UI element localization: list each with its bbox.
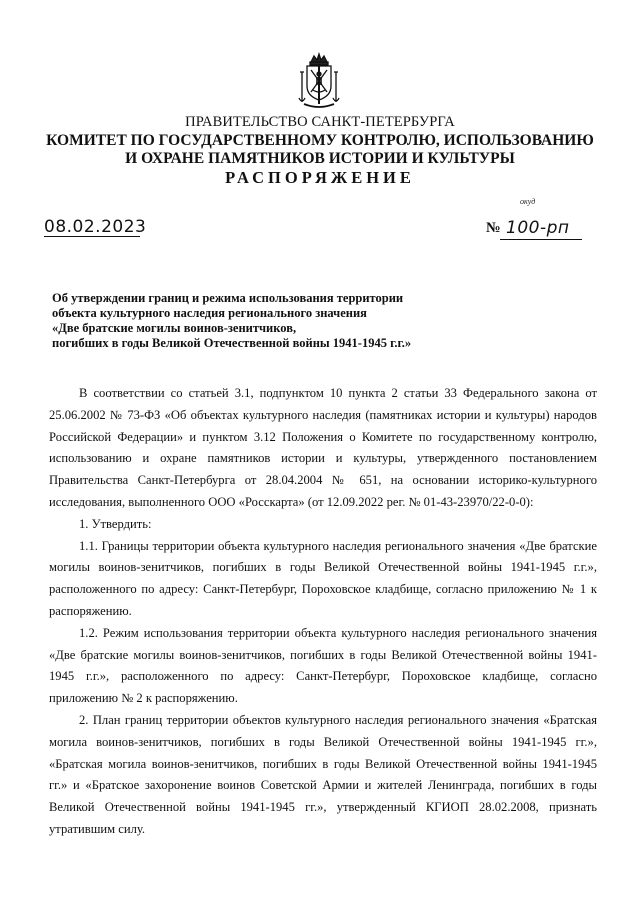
committee-title [0,132,640,168]
government-title: ПРАВИТЕЛЬСТВО САНКТ-ПЕТЕРБУРГА [185,114,455,130]
body-paragraph: 2. План границ территории объектов культурного наследия регионального значения «Братская могила воинов-зенитчиков, погибших в годы Великой Отечественной войны 1941-1945 гг.», «Братская могила воинов-зенитчиков, погибших в годы Великой Отечественной войны 1941-1945 гг.» и «Братское захоронение воинов Советской Армии и жителей Ленинграда, погибших в годы Великой Отечественной войны 1941-1945 гг.», утвержденный КГИОП 28.02.2008, признать утратившим силу. [49,712,597,836]
body-paragraph: 1. Утвердить: [79,516,152,531]
committee-title-line: И ОХРАНЕ ПАМЯТНИКОВ ИСТОРИИ И КУЛЬТУРЫ [125,150,515,167]
document-body [49,383,597,841]
committee-title-line: КОМИТЕТ ПО ГОСУДАРСТВЕННОМУ КОНТРОЛЮ, ИСПОЛЬЗОВАНИЮ [46,132,594,149]
document-date: 08.02.2023 [44,217,147,237]
document-number: 100-рп [506,218,570,238]
subject-line: «Две братские могилы воинов-зенитчиков, [52,321,297,335]
document-subject [52,291,472,351]
body-paragraph: В соответствии со статьей 3.1, подпунктом 10 пункта 2 статьи 33 Федерального закона от 25.06.2002 № 73-ФЗ «Об объектах культурного наследия (памятниках истории и культуры) народов Российской Федерации» и пунктом 3.12 Положения о Комитете по государственному контролю, использованию и охране памятников истории и культуры, утвержденного постановлением Правительства Санкт-Петербурга от 28.04.2004 № 651, на основании историко-культурного исследования, выполненного ООО «Росскарта» (от 12.09.2022 рег. № 01-43-23970/22-0-0): [49,386,597,509]
document-type: РАСПОРЯЖЕНИЕ [225,168,415,187]
number-underline [500,239,582,240]
subject-line: объекта культурного наследия регионального значения [52,306,367,320]
number-sign: № [486,220,501,236]
subject-line: погибших в годы Великой Отечественной войны 1941-1945 г.г.» [52,336,412,350]
body-paragraph: 1.1. Границы территории объекта культурного наследия регионального значения «Две братские могилы воинов-зенитчиков, погибших в годы Великой Отечественной войны 1941-1945 г.г.», расположенного по адресу: Санкт-Петербург, Пороховское кладбище, согласно приложению № 1 к распоряжению. [49,538,597,618]
okud-label: окуд [520,197,536,206]
subject-line: Об утверждении границ и режима использования территории [52,291,404,305]
body-paragraph: 1.2. Режим использования территории объекта культурного наследия регионального значения «Две братские могилы воинов-зенитчиков, погибших в годы Великой Отечественной войны 1941-1945 г.г.», расположенного по адресу: Санкт-Петербург, Пороховское кладбище, согласно приложению № 2 к распоряжению. [49,625,597,706]
coat-of-arms-icon [294,52,344,110]
